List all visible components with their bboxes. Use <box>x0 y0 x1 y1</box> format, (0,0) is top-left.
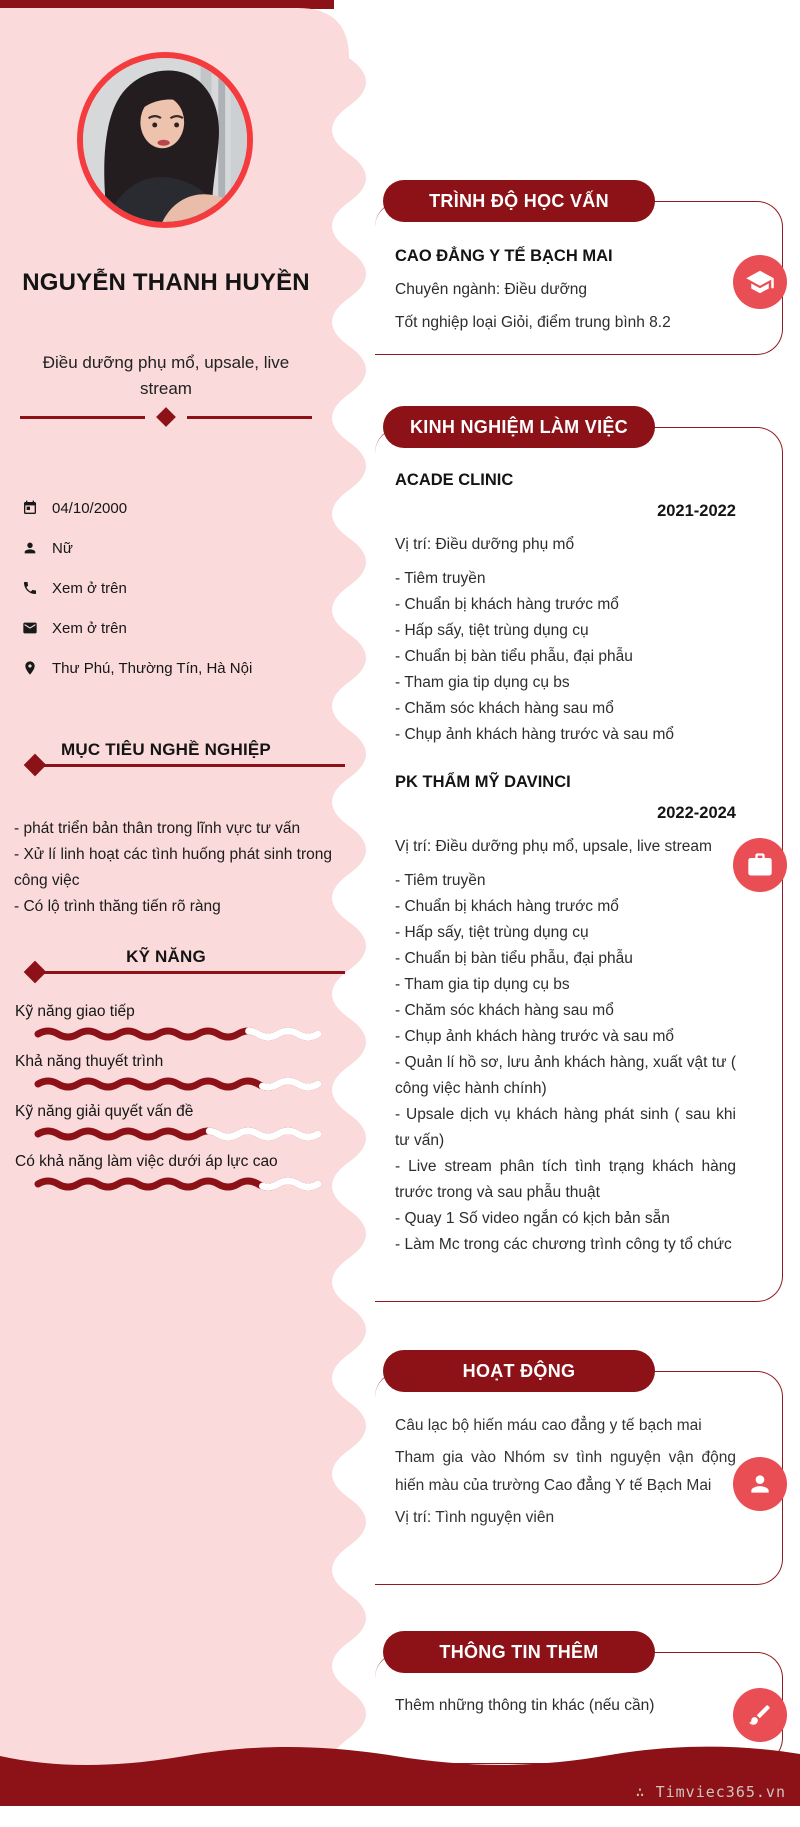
skill-label: Kỹ năng giải quyết vấn đề <box>15 1103 194 1120</box>
watermark: ∴ Timviec365.vn <box>635 1783 786 1801</box>
education-major: Chuyên ngành: Điều dưỡng <box>395 281 588 298</box>
duty-item: - Chuẩn bị bàn tiểu phẫu, đại phẫu <box>395 950 633 967</box>
duty-item: - Hấp sấy, tiệt trùng dụng cụ <box>395 622 589 639</box>
duty-item: - Tiêm truyền <box>395 872 486 889</box>
job-position: Vị trí: Điều dưỡng phụ mổ, upsale, live stream <box>395 838 712 855</box>
candidate-name: NGUYỄN THANH HUYỀN <box>22 269 310 296</box>
skill-label: Có khả năng làm việc dưới áp lực cao <box>15 1153 278 1170</box>
education-section-header: TRÌNH ĐỘ HỌC VẤN <box>383 180 655 222</box>
company-name: PK THẨM MỸ DAVINCI <box>395 773 571 791</box>
duty-item: - Chăm sóc khách hàng sau mổ <box>395 700 614 717</box>
objective-item: - Xử lí linh hoạt các tình huống phát sinh trong công việc <box>14 846 332 889</box>
duty-item: - Chụp ảnh khách hàng trước và sau mổ <box>395 726 675 743</box>
contact-value: Xem ở trên <box>52 619 127 637</box>
duty-item: - Quay 1 Số video ngắn có kịch bản sẵn <box>395 1210 670 1227</box>
objective-heading: MỤC TIÊU NGHỀ NGHIỆP <box>61 740 271 759</box>
activity-line: Câu lạc bộ hiến máu cao đẳng y tế bạch mai <box>395 1417 702 1434</box>
duty-item: - Upsale dịch vụ khách hàng phát sinh ( sau khi tư vấn) <box>395 1106 736 1149</box>
contact-value: Thư Phú, Thường Tín, Hà Nội <box>52 659 253 677</box>
job-period: 2022-2024 <box>657 804 736 822</box>
experience-section-header: KINH NGHIỆM LÀM VIỆC <box>383 406 655 448</box>
skills-heading: KỸ NĂNG <box>126 947 206 966</box>
duty-item: - Chuẩn bị bàn tiểu phẫu, đại phẫu <box>395 648 633 665</box>
activity-line: Vị trí: Tình nguyện viên <box>395 1509 555 1526</box>
additional-note: Thêm những thông tin khác (nếu cần) <box>395 1697 655 1714</box>
objective-item: - Có lộ trình thăng tiến rõ ràng <box>14 898 221 915</box>
activity-line: Tham gia vào Nhóm sv tình nguyện vận động hiến màu của trường Cao đẳng Y tế Bạch Mai <box>395 1449 736 1494</box>
duty-item: - Chụp ảnh khách hàng trước và sau mổ <box>395 1028 675 1045</box>
education-result: Tốt nghiệp loại Giỏi, điểm trung bình 8.2 <box>395 314 671 331</box>
duty-item: - Live stream phân tích tình trạng khách hàng trước trong và sau phẫu thuật <box>395 1158 736 1201</box>
company-name: ACADE CLINIC <box>395 471 514 489</box>
duty-item: - Quản lí hồ sơ, lưu ảnh khách hàng, xuất vật tư ( công việc hành chính) <box>395 1054 736 1097</box>
duty-item: - Chuẩn bị khách hàng trước mổ <box>395 898 619 915</box>
duty-item: - Chăm sóc khách hàng sau mổ <box>395 1002 614 1019</box>
school-name: CAO ĐẲNG Y TẾ BẠCH MAI <box>395 247 613 265</box>
skill-label: Khả năng thuyết trình <box>15 1053 164 1070</box>
duty-item: - Hấp sấy, tiệt trùng dụng cụ <box>395 924 589 941</box>
contact-value: 04/10/2000 <box>52 499 128 517</box>
job-position: Vị trí: Điều dưỡng phụ mổ <box>395 536 575 553</box>
duty-item: - Làm Mc trong các chương trình công ty tổ chức <box>395 1236 732 1253</box>
activity-section-header: HOẠT ĐỘNG <box>383 1350 655 1392</box>
objective-item: - phát triển bản thân trong lĩnh vực tư vấn <box>14 820 301 837</box>
duty-item: - Tham gia tip dụng cụ bs <box>395 976 570 993</box>
candidate-title: Điều dưỡng phụ mổ, upsale, live stream <box>42 353 290 398</box>
additional-section-header: THÔNG TIN THÊM <box>383 1631 655 1673</box>
duty-item: - Chuẩn bị khách hàng trước mổ <box>395 596 619 613</box>
duty-item: - Tham gia tip dụng cụ bs <box>395 674 570 691</box>
contact-value: Xem ở trên <box>52 579 127 597</box>
duty-item: - Tiêm truyền <box>395 570 486 587</box>
skill-label: Kỹ năng giao tiếp <box>15 1003 135 1020</box>
contact-value: Nữ <box>52 539 73 557</box>
job-period: 2021-2022 <box>657 502 736 520</box>
